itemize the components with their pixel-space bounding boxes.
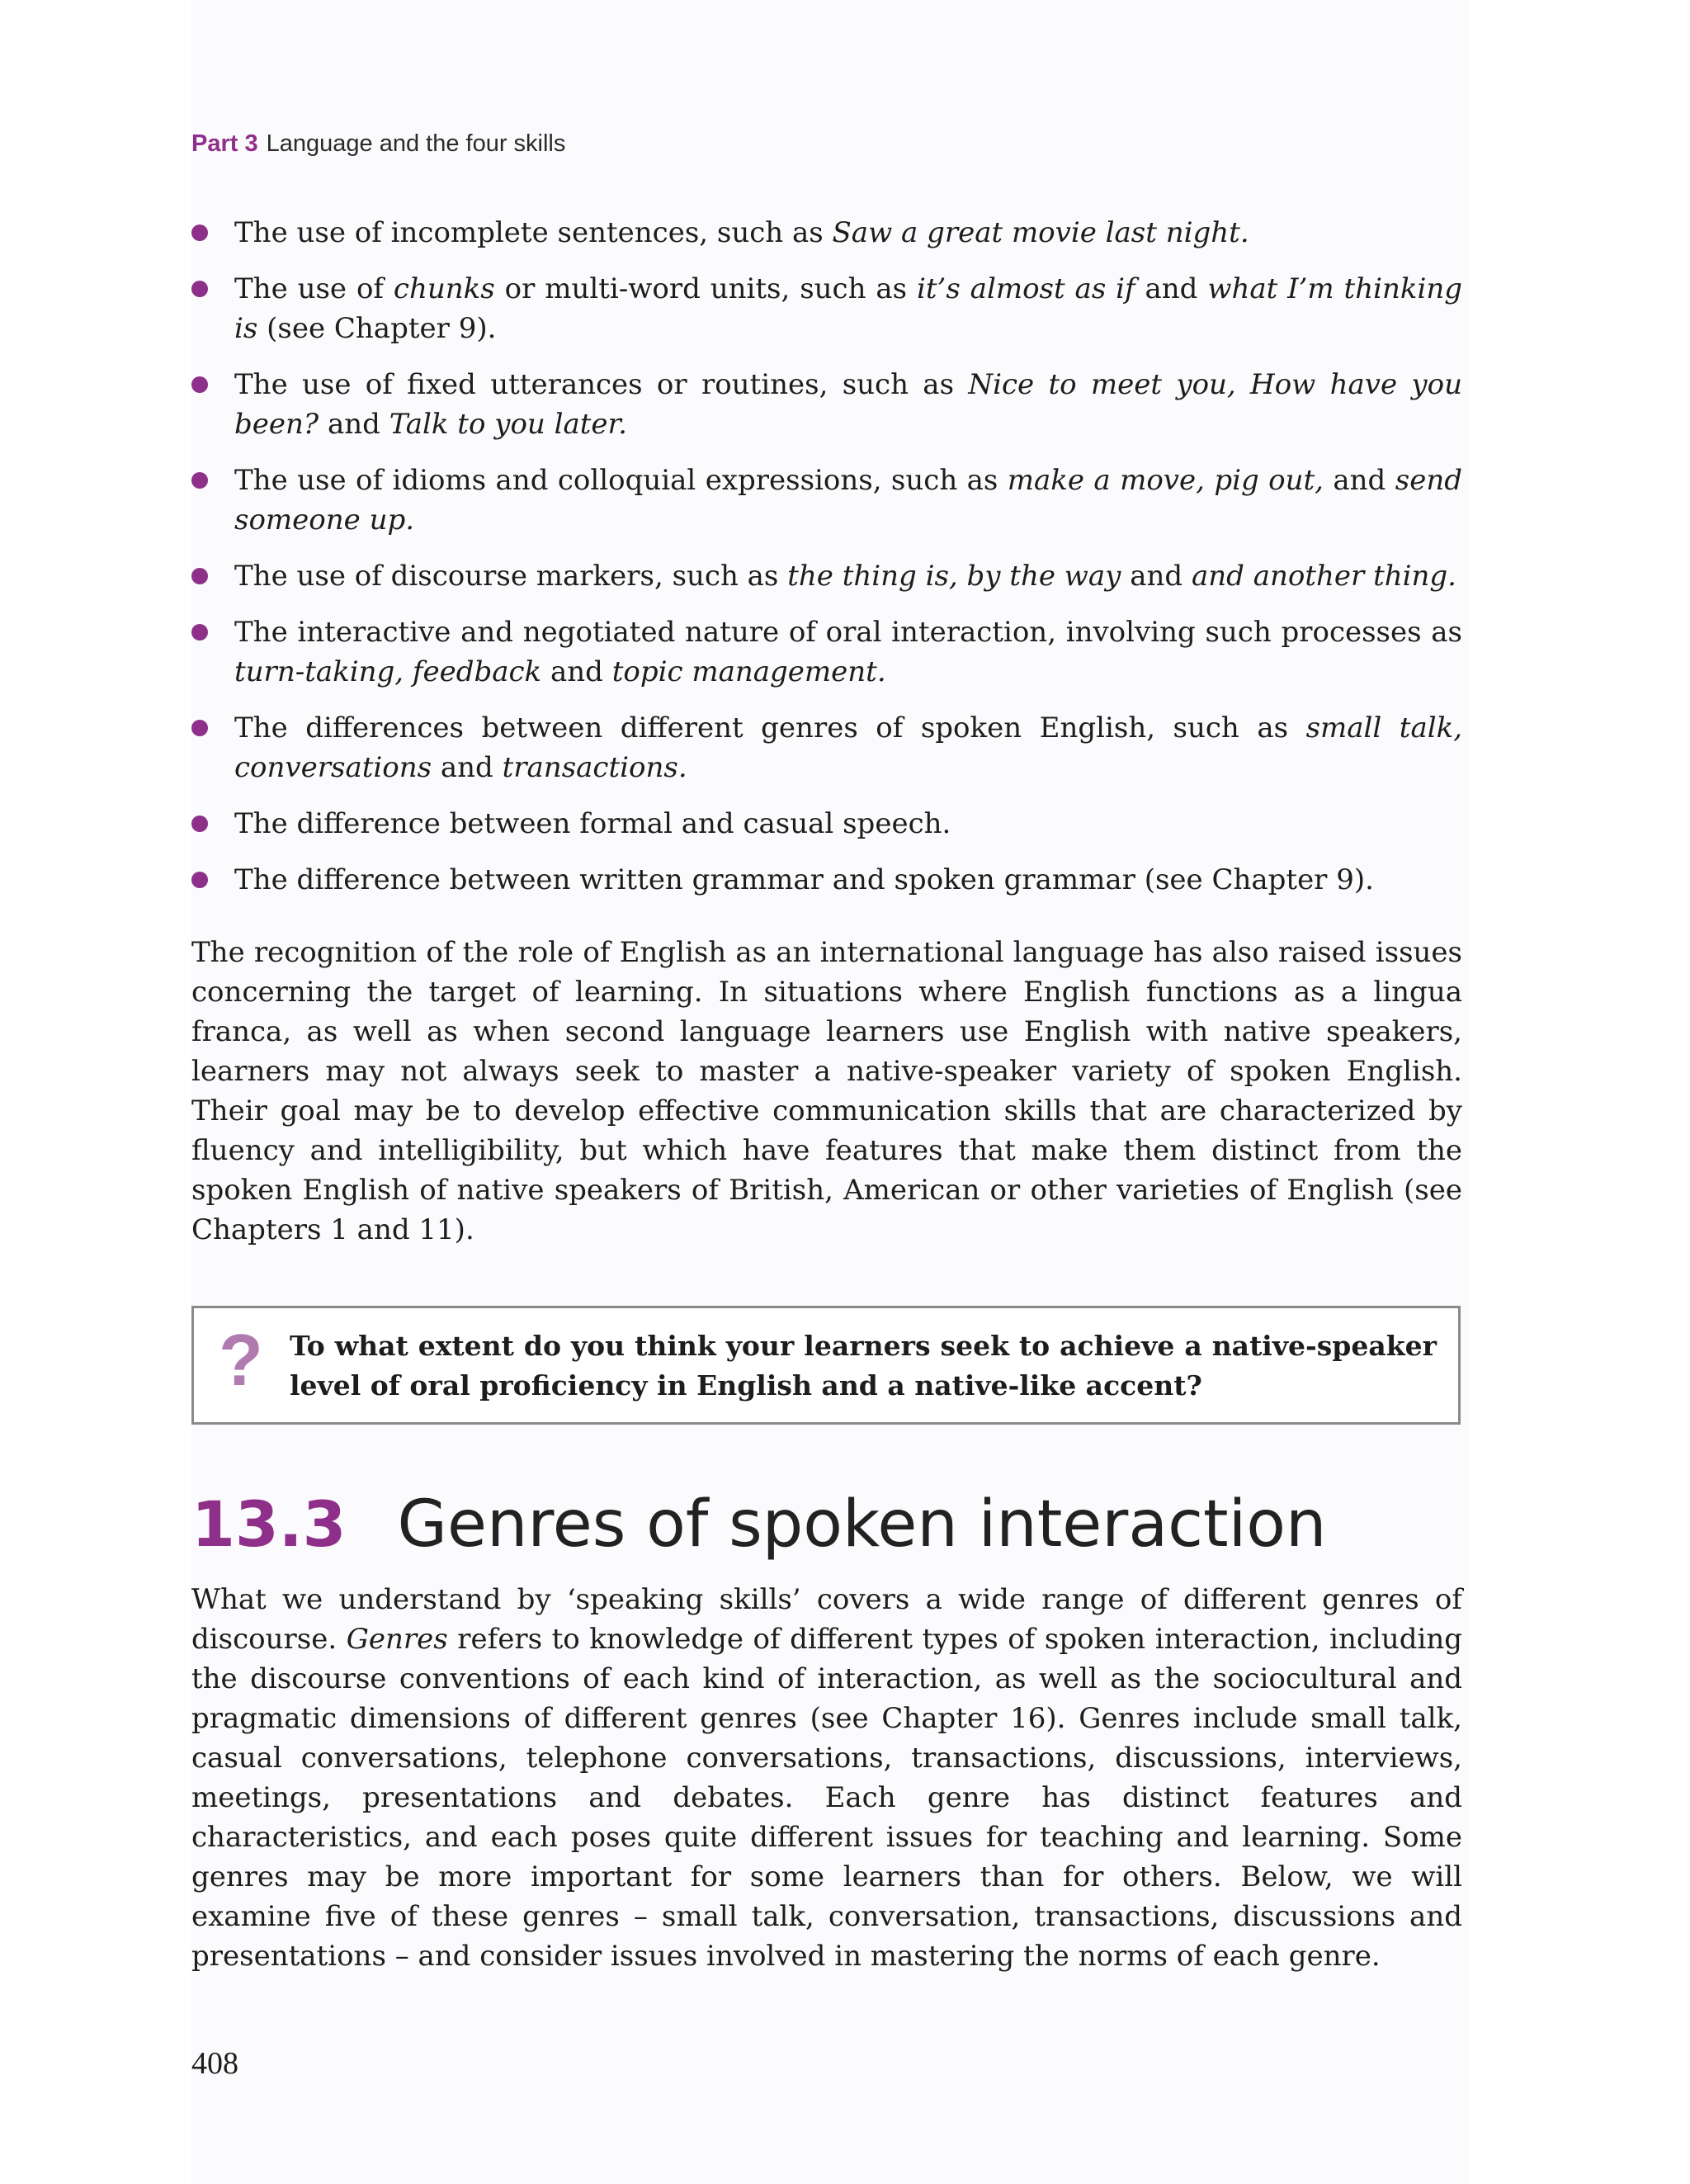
running-head (191, 130, 565, 158)
section-heading (191, 1487, 1326, 1578)
bullet-text: The use of chunks or multi-word units, such as it’s almost as if and what I’m thinking is (see Chapter 9). (234, 272, 1463, 345)
italic-term: topic management. (611, 655, 886, 688)
bullet-dot-icon (191, 281, 208, 297)
italic-term: chunks (393, 272, 495, 305)
bullet-text: The use of idioms and colloquial expressions, such as make a move, pig out, and send someone up. (234, 464, 1462, 537)
bullet-item (191, 461, 1462, 540)
italic-term: the thing is, by the way (787, 560, 1121, 593)
italic-term: turn-taking, feedback (234, 655, 542, 688)
bullet-item (191, 612, 1462, 692)
italic-term: send someone up. (234, 464, 1462, 537)
page-number: 408 (191, 2046, 238, 2081)
bullet-text: The use of discourse markers, such as the thing is, by the way and and another thing. (234, 560, 1456, 593)
bullet-dot-icon (191, 872, 208, 888)
bullet-text: The use of incomplete sentences, such as Saw a great movie last night. (234, 216, 1249, 249)
section-title: Genres of spoken interaction (397, 1487, 1327, 1562)
bullet-list (191, 213, 1462, 916)
bullet-dot-icon (191, 624, 208, 641)
italic-term: Genres (346, 1623, 448, 1656)
paragraph-lingua-franca: The recognition of the role of English as an international language has also raised issues concerning the target of learning. In situations where English functions as a lingua franca, as well as when second language learners use English with native speakers, learners may not always seek to master a native-speaker variety of spoken English. Their goal may be to develop effective communication skills that are characterized by fluency and intelligibility, but which have features that make them distinct from the spoken English of native speakers of British, American or other varieties of English (see Chapters 1 and 11). (191, 936, 1462, 1246)
italic-term: Talk to you later. (389, 408, 627, 441)
bullet-item (191, 365, 1462, 444)
bullet-text: The interactive and negotiated nature of oral interaction, involving such processes as turn-taking, feedback and topic management. (234, 616, 1462, 688)
bullet-dot-icon (191, 720, 208, 736)
bullet-dot-icon (191, 376, 208, 393)
bullet-item (191, 708, 1462, 787)
italic-term: what I’m thinking is (234, 272, 1463, 345)
bullet-text: The differences between different genres of spoken English, such as small talk, conversations and transactions. (234, 711, 1463, 784)
italic-term: Nice to meet you, How have you been? (234, 368, 1462, 441)
italic-term: make a move, pig out, (1007, 464, 1324, 497)
question-mark-icon: ? (219, 1319, 263, 1401)
bullet-item (191, 804, 1462, 844)
reflection-question-box (191, 1306, 1461, 1425)
section-number: 13.3 (191, 1487, 347, 1561)
bullet-dot-icon (191, 472, 208, 489)
bullet-item (191, 213, 1462, 253)
bullet-item (191, 860, 1462, 900)
paragraph-genres: What we understand by ‘speaking skills’ covers a wide range of different genres of discourse. Genres refers to knowledge of different types of spoken interaction, including the discourse conventions of each kind of interaction, as well as the sociocultural and pragmatic dimensions of different genres (see Chapter 16). Genres include small talk, casual conversations, telephone conversations, transactions, discussions, interviews, meetings, presentations and debates. Each genre has distinct features and characteristics, and each poses quite different issues for teaching and learning. Some genres may be more important for some learners than for others. Below, we will examine five of these genres – small talk, conversation, transactions, discussions and presentations – and consider issues involved in mastering the norms of each genre. (191, 1583, 1462, 1973)
running-head-part: Part 3 (191, 130, 258, 157)
italic-term: Saw a great movie last night. (832, 216, 1249, 249)
running-head-title: Language and the four skills (266, 130, 566, 157)
bullet-item (191, 269, 1462, 348)
bullet-text: The use of fixed utterances or routines, such as Nice to meet you, How have you been? and Talk to you later. (234, 368, 1462, 441)
reflection-question-text: To what extent do you think your learners seek to achieve a native-speaker level of oral proficiency in English and a native-like accent? (290, 1330, 1437, 1402)
italic-term: transactions. (502, 751, 687, 784)
bullet-dot-icon (191, 225, 208, 241)
italic-term: and another thing. (1191, 560, 1456, 593)
bullet-dot-icon (191, 815, 208, 832)
bullet-text: The difference between formal and casual speech. (234, 807, 951, 840)
bullet-text: The difference between written grammar and spoken grammar (see Chapter 9). (234, 863, 1374, 896)
bullet-item (191, 556, 1462, 596)
italic-term: it’s almost as if (917, 272, 1135, 305)
bullet-dot-icon (191, 568, 208, 584)
italic-term: small talk, conversations (234, 711, 1463, 784)
